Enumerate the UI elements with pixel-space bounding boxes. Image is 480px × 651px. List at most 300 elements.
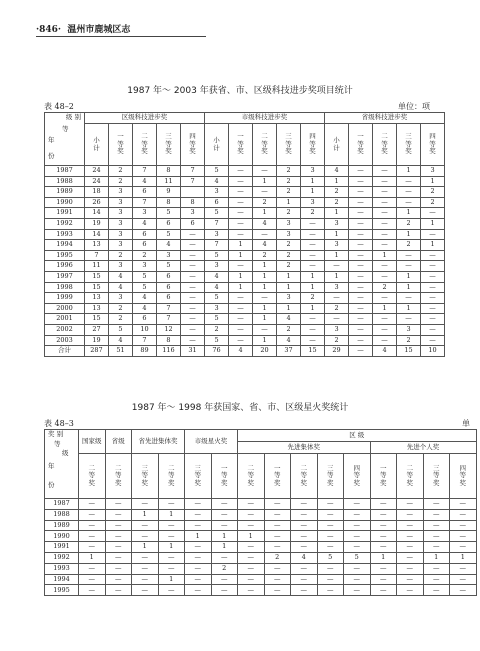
table1-subhead: 二 等 奖 — [253, 124, 277, 166]
head-district: 区 级 — [238, 430, 477, 442]
cell: — — [349, 176, 373, 187]
row-year: 2002 — [45, 324, 85, 335]
cell: — — [185, 499, 212, 510]
corner-grade: 等 — [62, 125, 69, 133]
cell: 1 — [301, 187, 325, 198]
cell: 4 — [277, 335, 301, 346]
group-city: 市级科技进步奖 — [205, 113, 325, 124]
cell: — — [79, 542, 106, 553]
cell: 287 — [85, 346, 109, 357]
table2-subhead: 三 等 奖 — [185, 454, 212, 499]
cell: 2 — [109, 176, 133, 187]
cell: 3 — [181, 208, 205, 219]
cell: 6 — [133, 229, 157, 240]
cell: 3 — [325, 282, 349, 293]
cell: 1 — [301, 271, 325, 282]
cell: 8 — [157, 197, 181, 208]
cell: — — [349, 229, 373, 240]
cell: 8 — [157, 335, 181, 346]
cell: 3 — [133, 208, 157, 219]
cell: — — [229, 166, 253, 177]
cell: — — [253, 293, 277, 304]
group-province: 省级科技进步奖 — [325, 113, 445, 124]
table1-subhead: 一 等 奖 — [349, 124, 373, 166]
cell: — — [421, 208, 445, 219]
cell: — — [301, 240, 325, 251]
cell: 5 — [317, 552, 344, 563]
cell: — — [158, 585, 185, 596]
cell: — — [423, 542, 450, 553]
cell: — — [105, 509, 132, 520]
cell: — — [185, 520, 212, 531]
cell: — — [253, 187, 277, 198]
head-adv-group-sci: 省先进集体奖 — [132, 430, 185, 454]
cell: 14 — [85, 229, 109, 240]
cell: 4 — [133, 218, 157, 229]
cell: 4 — [109, 282, 133, 293]
cell: — — [370, 542, 397, 553]
cell: — — [291, 520, 318, 531]
cell: 1 — [421, 176, 445, 187]
row-year: 1988 — [45, 176, 85, 187]
cell: 3 — [301, 197, 325, 208]
cell: — — [397, 531, 424, 542]
cell: 1 — [229, 250, 253, 261]
cell: 2 — [397, 240, 421, 251]
row-year: 1990 — [45, 531, 79, 542]
cell: — — [211, 499, 238, 510]
cell: — — [158, 563, 185, 574]
cell: — — [229, 335, 253, 346]
cell: 1 — [253, 335, 277, 346]
cell: 12 — [157, 324, 181, 335]
cell: — — [264, 563, 291, 574]
cell: — — [450, 531, 477, 542]
cell: 7 — [181, 176, 205, 187]
table-row — [45, 552, 477, 563]
row-year: 1999 — [45, 293, 85, 304]
cell: 2 — [277, 187, 301, 198]
cell: — — [238, 563, 265, 574]
cell: — — [423, 574, 450, 585]
cell: — — [229, 176, 253, 187]
cell: — — [238, 585, 265, 596]
cell: 2 — [264, 552, 291, 563]
cell: — — [349, 303, 373, 314]
cell: 13 — [85, 293, 109, 304]
row-year: 1988 — [45, 509, 79, 520]
cell: 1 — [325, 176, 349, 187]
cell: — — [344, 542, 371, 553]
cell: 3 — [277, 293, 301, 304]
cell: 1 — [397, 303, 421, 314]
cell: — — [450, 509, 477, 520]
table-row — [45, 520, 477, 531]
cell: 10 — [133, 324, 157, 335]
cell: — — [450, 563, 477, 574]
cell: — — [397, 563, 424, 574]
table-row — [45, 250, 445, 261]
cell: — — [79, 574, 106, 585]
cell: 3 — [301, 166, 325, 177]
cell: 5 — [205, 335, 229, 346]
cell: 3 — [109, 240, 133, 251]
cell: — — [132, 499, 159, 510]
cell: 9 — [157, 187, 181, 198]
table1-subhead: 小 计 — [85, 124, 109, 166]
table-row — [45, 531, 477, 542]
cell: 4 — [133, 303, 157, 314]
head-provincial: 省级 — [105, 430, 132, 454]
cell: 3 — [277, 218, 301, 229]
cell: 2 — [205, 324, 229, 335]
cell: 5 — [157, 208, 181, 219]
table2-subhead: 二 等 奖 — [238, 454, 265, 499]
table-row — [45, 574, 477, 585]
cell: 3 — [325, 324, 349, 335]
cell: — — [301, 324, 325, 335]
cell: — — [421, 314, 445, 325]
cell: — — [185, 542, 212, 553]
row-year: 1998 — [45, 282, 85, 293]
cell: 1 — [211, 542, 238, 553]
table-row — [45, 314, 445, 325]
cell: — — [158, 499, 185, 510]
cell: — — [344, 563, 371, 574]
table1-title: 1987 年～ 2003 年获省、市、区级科技进步奖项目统计 — [127, 86, 353, 96]
cell: 6 — [181, 218, 205, 229]
cell: — — [181, 293, 205, 304]
cell: 4 — [109, 335, 133, 346]
cell: — — [450, 585, 477, 596]
table-row — [45, 509, 477, 520]
cell: — — [105, 499, 132, 510]
cell: 8 — [157, 166, 181, 177]
cell: 2 — [109, 314, 133, 325]
cell: — — [370, 509, 397, 520]
cell: — — [181, 314, 205, 325]
table2-title: 1987 年～ 1998 年获国家、省、市、区级星火奖统计 — [131, 403, 349, 413]
cell: — — [370, 574, 397, 585]
cell: 5 — [205, 208, 229, 219]
cell: — — [397, 509, 424, 520]
cell: — — [158, 531, 185, 542]
cell: 5 — [109, 324, 133, 335]
cell: — — [301, 261, 325, 272]
cell: 89 — [133, 346, 157, 357]
cell: — — [373, 240, 397, 251]
cell: — — [158, 520, 185, 531]
cell: — — [132, 585, 159, 596]
cell: 1 — [325, 208, 349, 219]
cell: — — [325, 293, 349, 304]
cell: — — [317, 520, 344, 531]
cell: 20 — [253, 346, 277, 357]
cell: 1 — [301, 282, 325, 293]
cell: 13 — [85, 303, 109, 314]
table-row — [45, 499, 477, 510]
cell: 1 — [79, 552, 106, 563]
cell: 4 — [157, 240, 181, 251]
cell: — — [291, 563, 318, 574]
cell: 51 — [109, 346, 133, 357]
cell: — — [132, 520, 159, 531]
cell: — — [397, 585, 424, 596]
cell: — — [317, 585, 344, 596]
cell: — — [238, 552, 265, 563]
cell: 3 — [277, 229, 301, 240]
table1-subhead: 三 等 奖 — [157, 124, 181, 166]
cell: — — [450, 520, 477, 531]
row-year: 1987 — [45, 166, 85, 177]
table2-subhead: 一 等 奖 — [264, 454, 291, 499]
cell: — — [397, 187, 421, 198]
cell: — — [132, 574, 159, 585]
row-year: 合计 — [45, 346, 85, 357]
row-year: 1987 — [45, 499, 79, 510]
cell: 2 — [421, 197, 445, 208]
cell: — — [397, 542, 424, 553]
cell: 2 — [109, 166, 133, 177]
cell: 1 — [301, 303, 325, 314]
table-row — [45, 335, 445, 346]
cell: 1 — [238, 531, 265, 542]
cell: — — [344, 520, 371, 531]
cell: 1 — [373, 303, 397, 314]
cell: — — [264, 509, 291, 520]
cell: 2 — [301, 208, 325, 219]
cell: — — [349, 208, 373, 219]
row-year: 1989 — [45, 520, 79, 531]
cell: — — [317, 531, 344, 542]
cell: — — [301, 250, 325, 261]
table1-subhead: 一 等 奖 — [229, 124, 253, 166]
table1-subhead: 四 等 奖 — [301, 124, 325, 166]
cell: — — [344, 574, 371, 585]
table1-subhead: 四 等 奖 — [421, 124, 445, 166]
cell: — — [264, 574, 291, 585]
cell: — — [229, 293, 253, 304]
cell: — — [264, 520, 291, 531]
row-year: 1991 — [45, 208, 85, 219]
cell: — — [264, 499, 291, 510]
cell: 1 — [277, 271, 301, 282]
cell: — — [291, 509, 318, 520]
cell: 2 — [133, 250, 157, 261]
corner-level: 级 别 — [65, 113, 81, 121]
cell: 6 — [133, 187, 157, 198]
cell: — — [344, 499, 371, 510]
cell: — — [238, 499, 265, 510]
cell: 6 — [157, 282, 181, 293]
cell: 76 — [205, 346, 229, 357]
table2-subhead: 二 等 奖 — [105, 454, 132, 499]
cell: 1 — [253, 282, 277, 293]
row-year: 1996 — [45, 261, 85, 272]
cell: 1 — [450, 552, 477, 563]
cell: 4 — [277, 314, 301, 325]
cell: 2 — [277, 176, 301, 187]
cell — [181, 187, 205, 198]
cell: — — [344, 585, 371, 596]
cell: — — [301, 335, 325, 346]
cell: 1 — [423, 552, 450, 563]
cell: 1 — [277, 282, 301, 293]
head-national: 国家级 — [79, 430, 106, 454]
cell: — — [291, 574, 318, 585]
cell: — — [211, 520, 238, 531]
cell: 31 — [181, 346, 205, 357]
cell: — — [397, 552, 424, 563]
row-year: 2003 — [45, 335, 85, 346]
group-district: 区级科技进步奖 — [85, 113, 205, 124]
cell: — — [373, 218, 397, 229]
cell: 4 — [133, 293, 157, 304]
cell: — — [79, 509, 106, 520]
cell: — — [370, 499, 397, 510]
cell: 1 — [301, 176, 325, 187]
cell: 7 — [205, 218, 229, 229]
cell: — — [421, 229, 445, 240]
table2-corner — [45, 430, 79, 499]
cell: 2 — [277, 166, 301, 177]
table-row — [45, 271, 445, 282]
table-row — [45, 324, 445, 335]
cell: — — [421, 282, 445, 293]
cell: 1 — [229, 282, 253, 293]
cell: — — [181, 240, 205, 251]
table-row — [45, 346, 445, 357]
cell: 3 — [397, 324, 421, 335]
cell: 1 — [397, 229, 421, 240]
corner-year2: 份 — [48, 481, 55, 489]
cell: — — [397, 574, 424, 585]
page-bottom-mask — [44, 610, 476, 651]
cell: — — [423, 585, 450, 596]
cell: 5 — [133, 271, 157, 282]
cell: — — [397, 250, 421, 261]
table-row — [45, 166, 445, 177]
cell: — — [370, 563, 397, 574]
cell: 6 — [133, 314, 157, 325]
cell: 2 — [277, 208, 301, 219]
table-row — [45, 176, 445, 187]
cell: 1 — [421, 240, 445, 251]
cell: 2 — [325, 335, 349, 346]
header-rule — [36, 36, 206, 37]
table2-subhead: 二 等 奖 — [397, 454, 424, 499]
row-year: 1995 — [45, 250, 85, 261]
cell: 1 — [229, 240, 253, 251]
cell: — — [181, 303, 205, 314]
cell: — — [370, 585, 397, 596]
table1-subhead: 小 计 — [325, 124, 349, 166]
cell: — — [373, 176, 397, 187]
cell: — — [211, 552, 238, 563]
cell: — — [253, 324, 277, 335]
cell: — — [181, 261, 205, 272]
cell: — — [105, 520, 132, 531]
book-title: 温州市鹿城区志 — [67, 25, 131, 35]
cell: 3 — [109, 229, 133, 240]
cell: 7 — [85, 250, 109, 261]
cell: — — [181, 282, 205, 293]
table-row — [45, 293, 445, 304]
table1-subhead: 二 等 奖 — [373, 124, 397, 166]
cell: 2 — [277, 324, 301, 335]
cell: — — [317, 509, 344, 520]
cell: 7 — [157, 303, 181, 314]
cell: — — [373, 314, 397, 325]
cell: 1 — [253, 314, 277, 325]
cell: — — [105, 563, 132, 574]
cell: 1 — [253, 176, 277, 187]
cell: 2 — [109, 303, 133, 314]
cell: 3 — [109, 187, 133, 198]
corner-year2: 份 — [48, 152, 55, 160]
table2-subhead: 四 等 奖 — [450, 454, 477, 499]
cell: — — [373, 271, 397, 282]
table1 — [44, 112, 445, 357]
cell: — — [291, 585, 318, 596]
cell: 5 — [157, 229, 181, 240]
cell: — — [291, 531, 318, 542]
table-row — [45, 208, 445, 219]
table2-subhead: 一 等 奖 — [211, 454, 238, 499]
table-row — [45, 240, 445, 251]
cell: 1 — [421, 218, 445, 229]
corner-type: 奖 别 — [48, 430, 64, 438]
cell: 19 — [85, 335, 109, 346]
row-year: 1991 — [45, 542, 79, 553]
cell: — — [229, 261, 253, 272]
cell: — — [373, 335, 397, 346]
cell: — — [423, 520, 450, 531]
cell: 2 — [277, 261, 301, 272]
cell: 11 — [157, 176, 181, 187]
cell: — — [229, 229, 253, 240]
cell: — — [373, 197, 397, 208]
cell: — — [238, 509, 265, 520]
cell: 4 — [253, 218, 277, 229]
cell: — — [349, 324, 373, 335]
row-year: 1994 — [45, 574, 79, 585]
cell: — — [397, 314, 421, 325]
cell: 2 — [421, 187, 445, 198]
cell: — — [349, 187, 373, 198]
cell: — — [373, 261, 397, 272]
table1-subhead: 四 等 奖 — [181, 124, 205, 166]
cell: — — [238, 542, 265, 553]
cell: 18 — [85, 187, 109, 198]
cell: — — [229, 208, 253, 219]
cell: — — [373, 208, 397, 219]
table1-subhead: 二 等 奖 — [133, 124, 157, 166]
cell: — — [423, 499, 450, 510]
cell: 15 — [85, 282, 109, 293]
row-year: 2001 — [45, 314, 85, 325]
cell: 19 — [85, 218, 109, 229]
cell: — — [421, 293, 445, 304]
cell: — — [349, 346, 373, 357]
cell: — — [349, 335, 373, 346]
cell: 1 — [253, 261, 277, 272]
cell: — — [229, 197, 253, 208]
table-row — [45, 218, 445, 229]
cell: 2 — [211, 563, 238, 574]
corner-year1: 年 — [48, 136, 55, 144]
cell: 116 — [157, 346, 181, 357]
